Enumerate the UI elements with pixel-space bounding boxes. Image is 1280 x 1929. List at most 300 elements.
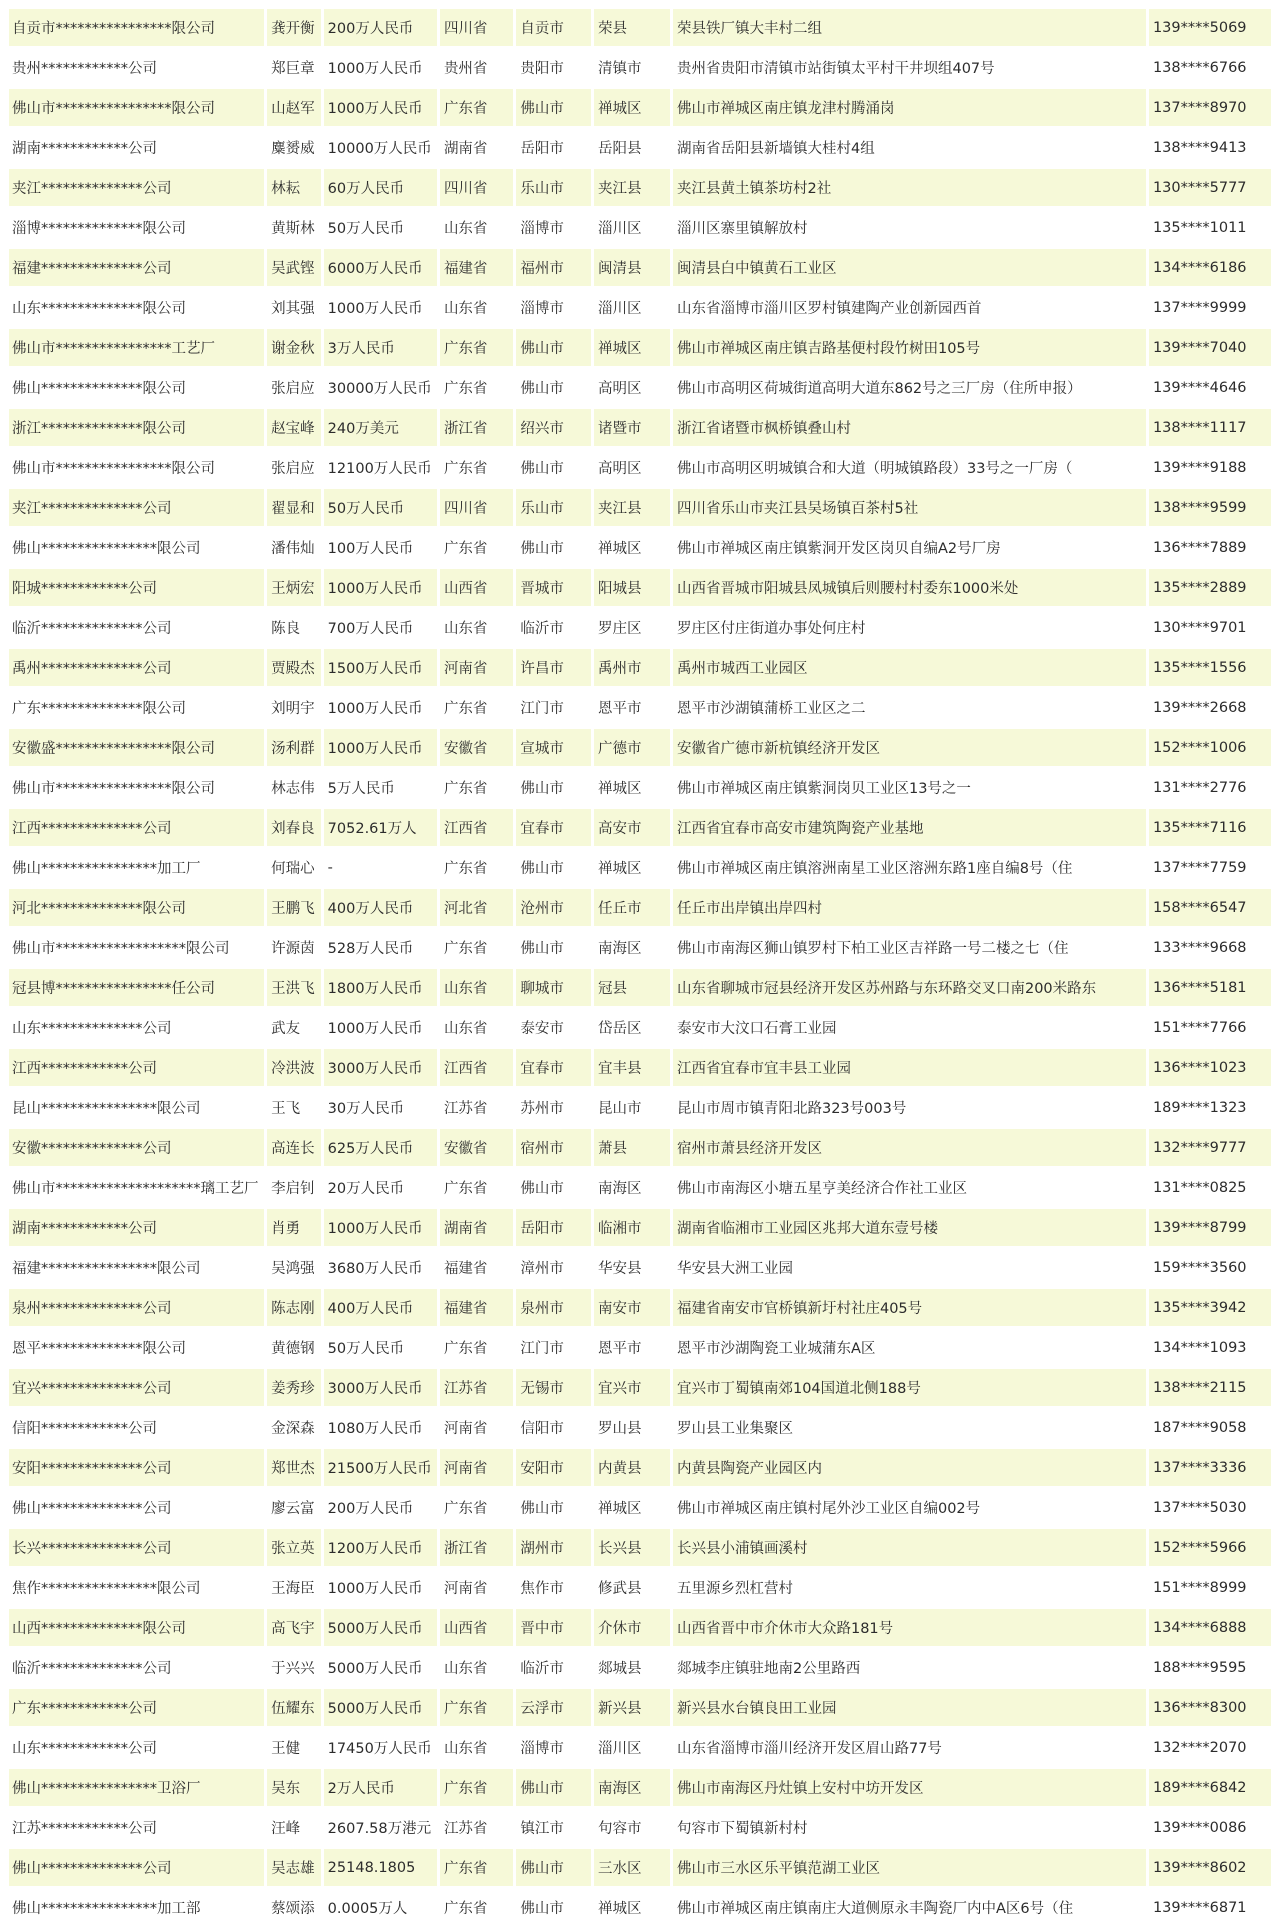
city-cell: 佛山市 — [516, 769, 591, 806]
company-name-cell: 淄博**************限公司 — [9, 209, 264, 246]
phone-cell: 136****8300 — [1149, 1689, 1271, 1726]
table-row — [9, 969, 1271, 1006]
district-cell: 介休市 — [594, 1609, 670, 1646]
registered-capital-cell: 400万人民币 — [324, 889, 437, 926]
address-cell: 夹江县黄土镇茶坊村2社 — [673, 169, 1146, 206]
legal-person-cell: 高飞宇 — [267, 1609, 321, 1646]
province-cell: 山东省 — [440, 1009, 513, 1046]
legal-person-cell: 于兴兴 — [267, 1649, 321, 1686]
registered-capital-cell: 400万人民币 — [324, 1289, 437, 1326]
city-cell: 淄博市 — [516, 209, 591, 246]
table-row — [9, 49, 1271, 86]
company-name-cell: 佛山市********************璃工艺厂 — [9, 1169, 264, 1206]
phone-cell: 135****1011 — [1149, 209, 1271, 246]
city-cell: 佛山市 — [516, 89, 591, 126]
city-cell: 佛山市 — [516, 329, 591, 366]
company-name-cell: 贵州************公司 — [9, 49, 264, 86]
province-cell: 广东省 — [440, 1489, 513, 1526]
district-cell: 宜丰县 — [594, 1049, 670, 1086]
legal-person-cell: 龚开衡 — [267, 9, 321, 46]
table-row — [9, 89, 1271, 126]
registered-capital-cell: 1000万人民币 — [324, 49, 437, 86]
table-row — [9, 1329, 1271, 1366]
table-row — [9, 729, 1271, 766]
company-name-cell: 佛山**************限公司 — [9, 369, 264, 406]
legal-person-cell: 王鹏飞 — [267, 889, 321, 926]
company-name-cell: 山东************公司 — [9, 1729, 264, 1766]
legal-person-cell: 谢金秋 — [267, 329, 321, 366]
company-name-cell: 冠县博****************任公司 — [9, 969, 264, 1006]
district-cell: 禅城区 — [594, 329, 670, 366]
province-cell: 江苏省 — [440, 1089, 513, 1126]
company-name-cell: 山东**************公司 — [9, 1009, 264, 1046]
city-cell: 沧州市 — [516, 889, 591, 926]
legal-person-cell: 武友 — [267, 1009, 321, 1046]
legal-person-cell: 肖勇 — [267, 1209, 321, 1246]
legal-person-cell: 冷洪波 — [267, 1049, 321, 1086]
province-cell: 河南省 — [440, 1409, 513, 1446]
legal-person-cell: 陈良 — [267, 609, 321, 646]
address-cell: 郯城李庄镇驻地南2公里路西 — [673, 1649, 1146, 1686]
legal-person-cell: 吴武铿 — [267, 249, 321, 286]
address-cell: 句容市下蜀镇新村村 — [673, 1809, 1146, 1846]
phone-cell: 139****0086 — [1149, 1809, 1271, 1846]
city-cell: 佛山市 — [516, 529, 591, 566]
company-name-cell: 佛山****************加工厂 — [9, 849, 264, 886]
phone-cell: 152****1006 — [1149, 729, 1271, 766]
legal-person-cell: 林耘 — [267, 169, 321, 206]
address-cell: 佛山市南海区小塘五星亨美经济合作社工业区 — [673, 1169, 1146, 1206]
address-cell: 山东省淄博市淄川经济开发区眉山路77号 — [673, 1729, 1146, 1766]
province-cell: 广东省 — [440, 1889, 513, 1926]
legal-person-cell: 刘其强 — [267, 289, 321, 326]
province-cell: 江西省 — [440, 1049, 513, 1086]
province-cell: 四川省 — [440, 489, 513, 526]
table-row — [9, 889, 1271, 926]
province-cell: 广东省 — [440, 1769, 513, 1806]
address-cell: 恩平市沙湖镇蒲桥工业区之二 — [673, 689, 1146, 726]
registered-capital-cell: 17450万人民币 — [324, 1729, 437, 1766]
company-name-cell: 恩平**************限公司 — [9, 1329, 264, 1366]
district-cell: 宜兴市 — [594, 1369, 670, 1406]
province-cell: 广东省 — [440, 689, 513, 726]
registered-capital-cell: 21500万人民币 — [324, 1449, 437, 1486]
company-name-cell: 佛山市****************限公司 — [9, 89, 264, 126]
company-name-cell: 佛山市******************限公司 — [9, 929, 264, 966]
table-row — [9, 249, 1271, 286]
district-cell: 禅城区 — [594, 1489, 670, 1526]
province-cell: 福建省 — [440, 1249, 513, 1286]
address-cell: 佛山市禅城区南庄镇南庄大道侧原永丰陶瓷厂内中A区6号（住 — [673, 1889, 1146, 1926]
city-cell: 泉州市 — [516, 1289, 591, 1326]
address-cell: 佛山市高明区明城镇合和大道（明城镇路段）33号之一厂房（ — [673, 449, 1146, 486]
address-cell: 长兴县小浦镇画溪村 — [673, 1529, 1146, 1566]
province-cell: 广东省 — [440, 1169, 513, 1206]
district-cell: 闽清县 — [594, 249, 670, 286]
registered-capital-cell: 0.0005万人 — [324, 1889, 437, 1926]
district-cell: 南安市 — [594, 1289, 670, 1326]
address-cell: 福建省南安市官桥镇新圩村社庄405号 — [673, 1289, 1146, 1326]
district-cell: 禅城区 — [594, 849, 670, 886]
legal-person-cell: 高连长 — [267, 1129, 321, 1166]
table-row — [9, 1449, 1271, 1486]
registered-capital-cell: 1000万人民币 — [324, 1569, 437, 1606]
phone-cell: 139****9188 — [1149, 449, 1271, 486]
address-cell: 宜兴市丁蜀镇南郊104国道北侧188号 — [673, 1369, 1146, 1406]
district-cell: 任丘市 — [594, 889, 670, 926]
address-cell: 佛山市南海区狮山镇罗村下柏工业区吉祥路一号二楼之七（住 — [673, 929, 1146, 966]
phone-cell: 137****3336 — [1149, 1449, 1271, 1486]
province-cell: 广东省 — [440, 369, 513, 406]
table-row — [9, 449, 1271, 486]
table-row — [9, 569, 1271, 606]
phone-cell: 137****7759 — [1149, 849, 1271, 886]
city-cell: 佛山市 — [516, 1769, 591, 1806]
district-cell: 高明区 — [594, 449, 670, 486]
district-cell: 南海区 — [594, 1769, 670, 1806]
company-name-cell: 广东************公司 — [9, 1689, 264, 1726]
company-name-cell: 安徽**************公司 — [9, 1129, 264, 1166]
phone-cell: 135****7116 — [1149, 809, 1271, 846]
province-cell: 湖南省 — [440, 1209, 513, 1246]
company-name-cell: 临沂**************公司 — [9, 609, 264, 646]
province-cell: 湖南省 — [440, 129, 513, 166]
table-row — [9, 1209, 1271, 1246]
phone-cell: 137****8970 — [1149, 89, 1271, 126]
address-cell: 闽清县白中镇黄石工业区 — [673, 249, 1146, 286]
address-cell: 任丘市出岸镇出岸四村 — [673, 889, 1146, 926]
legal-person-cell: 潘伟灿 — [267, 529, 321, 566]
phone-cell: 151****7766 — [1149, 1009, 1271, 1046]
company-name-cell: 江西**************公司 — [9, 809, 264, 846]
address-cell: 昆山市周市镇青阳北路323号003号 — [673, 1089, 1146, 1126]
province-cell: 广东省 — [440, 529, 513, 566]
phone-cell: 135****3942 — [1149, 1289, 1271, 1326]
phone-cell: 134****1093 — [1149, 1329, 1271, 1366]
registered-capital-cell: 60万人民币 — [324, 169, 437, 206]
registered-capital-cell: 50万人民币 — [324, 1329, 437, 1366]
company-name-cell: 佛山**************公司 — [9, 1849, 264, 1886]
city-cell: 佛山市 — [516, 849, 591, 886]
company-name-cell: 信阳************公司 — [9, 1409, 264, 1446]
province-cell: 广东省 — [440, 849, 513, 886]
district-cell: 临湘市 — [594, 1209, 670, 1246]
company-name-cell: 夹江**************公司 — [9, 489, 264, 526]
company-name-cell: 佛山****************卫浴厂 — [9, 1769, 264, 1806]
city-cell: 宣城市 — [516, 729, 591, 766]
city-cell: 湖州市 — [516, 1529, 591, 1566]
phone-cell: 132****2070 — [1149, 1729, 1271, 1766]
district-cell: 新兴县 — [594, 1689, 670, 1726]
address-cell: 荣县铁厂镇大丰村二组 — [673, 9, 1146, 46]
district-cell: 昆山市 — [594, 1089, 670, 1126]
address-cell: 佛山市禅城区南庄镇吉路基便村段竹树田105号 — [673, 329, 1146, 366]
province-cell: 江西省 — [440, 809, 513, 846]
city-cell: 江门市 — [516, 689, 591, 726]
legal-person-cell: 汪峰 — [267, 1809, 321, 1846]
table-row — [9, 409, 1271, 446]
city-cell: 安阳市 — [516, 1449, 591, 1486]
company-name-cell: 山西**************限公司 — [9, 1609, 264, 1646]
legal-person-cell: 赵宝峰 — [267, 409, 321, 446]
company-name-cell: 湖南************公司 — [9, 1209, 264, 1246]
registered-capital-cell: 25148.1805 — [324, 1849, 437, 1886]
district-cell: 南海区 — [594, 1169, 670, 1206]
company-name-cell: 湖南************公司 — [9, 129, 264, 166]
legal-person-cell: 黄斯林 — [267, 209, 321, 246]
registered-capital-cell: 5000万人民币 — [324, 1649, 437, 1686]
registered-capital-cell: 3000万人民币 — [324, 1369, 437, 1406]
city-cell: 佛山市 — [516, 1889, 591, 1926]
company-name-cell: 焦作****************限公司 — [9, 1569, 264, 1606]
registered-capital-cell: 200万人民币 — [324, 9, 437, 46]
district-cell: 禅城区 — [594, 89, 670, 126]
registered-capital-cell: 1000万人民币 — [324, 569, 437, 606]
district-cell: 罗庄区 — [594, 609, 670, 646]
company-name-cell: 佛山市****************限公司 — [9, 769, 264, 806]
legal-person-cell: 吴志雄 — [267, 1849, 321, 1886]
address-cell: 安徽省广德市新杭镇经济开发区 — [673, 729, 1146, 766]
legal-person-cell: 翟显和 — [267, 489, 321, 526]
province-cell: 广东省 — [440, 329, 513, 366]
phone-cell: 132****9777 — [1149, 1129, 1271, 1166]
province-cell: 广东省 — [440, 929, 513, 966]
phone-cell: 136****7889 — [1149, 529, 1271, 566]
city-cell: 自贡市 — [516, 9, 591, 46]
district-cell: 禹州市 — [594, 649, 670, 686]
province-cell: 山东省 — [440, 609, 513, 646]
city-cell: 淄博市 — [516, 1729, 591, 1766]
legal-person-cell: 王洪飞 — [267, 969, 321, 1006]
legal-person-cell: 吴鸿强 — [267, 1249, 321, 1286]
address-cell: 罗庄区付庄街道办事处何庄村 — [673, 609, 1146, 646]
address-cell: 五里源乡烈杠营村 — [673, 1569, 1146, 1606]
province-cell: 河南省 — [440, 1449, 513, 1486]
province-cell: 广东省 — [440, 89, 513, 126]
province-cell: 浙江省 — [440, 1529, 513, 1566]
phone-cell: 151****8999 — [1149, 1569, 1271, 1606]
address-cell: 禹州市城西工业园区 — [673, 649, 1146, 686]
legal-person-cell: 林志伟 — [267, 769, 321, 806]
table-row — [9, 1729, 1271, 1766]
phone-cell: 137****9999 — [1149, 289, 1271, 326]
city-cell: 佛山市 — [516, 369, 591, 406]
province-cell: 福建省 — [440, 1289, 513, 1326]
city-cell: 宜春市 — [516, 809, 591, 846]
city-cell: 焦作市 — [516, 1569, 591, 1606]
registered-capital-cell: 1000万人民币 — [324, 1209, 437, 1246]
company-name-cell: 佛山****************限公司 — [9, 529, 264, 566]
district-cell: 萧县 — [594, 1129, 670, 1166]
legal-person-cell: 张启应 — [267, 369, 321, 406]
table-row — [9, 1809, 1271, 1846]
district-cell: 华安县 — [594, 1249, 670, 1286]
company-table-sheet — [6, 6, 1274, 1929]
province-cell: 山西省 — [440, 569, 513, 606]
address-cell: 四川省乐山市夹江县吴场镇百茶村5社 — [673, 489, 1146, 526]
city-cell: 临沂市 — [516, 1649, 591, 1686]
registered-capital-cell: 1080万人民币 — [324, 1409, 437, 1446]
phone-cell: 131****2776 — [1149, 769, 1271, 806]
table-row — [9, 809, 1271, 846]
district-cell: 淄川区 — [594, 1729, 670, 1766]
company-name-cell: 自贡市****************限公司 — [9, 9, 264, 46]
district-cell: 郯城县 — [594, 1649, 670, 1686]
company-table — [6, 6, 1274, 1929]
registered-capital-cell: 100万人民币 — [324, 529, 437, 566]
legal-person-cell: 张启应 — [267, 449, 321, 486]
phone-cell: 136****5181 — [1149, 969, 1271, 1006]
legal-person-cell: 郑世杰 — [267, 1449, 321, 1486]
company-name-cell: 广东**************限公司 — [9, 689, 264, 726]
table-row — [9, 169, 1271, 206]
legal-person-cell: 姜秀珍 — [267, 1369, 321, 1406]
registered-capital-cell: 50万人民币 — [324, 489, 437, 526]
district-cell: 阳城县 — [594, 569, 670, 606]
phone-cell: 139****7040 — [1149, 329, 1271, 366]
province-cell: 江苏省 — [440, 1369, 513, 1406]
legal-person-cell: 贾殿杰 — [267, 649, 321, 686]
registered-capital-cell: 30万人民币 — [324, 1089, 437, 1126]
province-cell: 安徽省 — [440, 729, 513, 766]
table-row — [9, 849, 1271, 886]
province-cell: 广东省 — [440, 449, 513, 486]
province-cell: 四川省 — [440, 169, 513, 206]
address-cell: 湖南省岳阳县新墙镇大桂村4组 — [673, 129, 1146, 166]
table-row — [9, 1769, 1271, 1806]
district-cell: 荣县 — [594, 9, 670, 46]
province-cell: 山东省 — [440, 209, 513, 246]
address-cell: 江西省宜春市宜丰县工业园 — [673, 1049, 1146, 1086]
legal-person-cell: 麋赟威 — [267, 129, 321, 166]
phone-cell: 130****9701 — [1149, 609, 1271, 646]
company-name-cell: 昆山****************限公司 — [9, 1089, 264, 1126]
company-name-cell: 浙江**************限公司 — [9, 409, 264, 446]
table-row — [9, 649, 1271, 686]
company-name-cell: 阳城************公司 — [9, 569, 264, 606]
province-cell: 广东省 — [440, 1689, 513, 1726]
registered-capital-cell: 10000万人民币 — [324, 129, 437, 166]
city-cell: 漳州市 — [516, 1249, 591, 1286]
company-name-cell: 长兴**************公司 — [9, 1529, 264, 1566]
table-row — [9, 1249, 1271, 1286]
table-row — [9, 1609, 1271, 1646]
address-cell: 宿州市萧县经济开发区 — [673, 1129, 1146, 1166]
district-cell: 广德市 — [594, 729, 670, 766]
city-cell: 岳阳市 — [516, 129, 591, 166]
registered-capital-cell: 240万美元 — [324, 409, 437, 446]
registered-capital-cell: 1800万人民币 — [324, 969, 437, 1006]
registered-capital-cell: 5万人民币 — [324, 769, 437, 806]
legal-person-cell: 张立英 — [267, 1529, 321, 1566]
district-cell: 禅城区 — [594, 769, 670, 806]
district-cell: 冠县 — [594, 969, 670, 1006]
legal-person-cell: 王海臣 — [267, 1569, 321, 1606]
legal-person-cell: 李启钊 — [267, 1169, 321, 1206]
legal-person-cell: 陈志刚 — [267, 1289, 321, 1326]
legal-person-cell: 蔡颂添 — [267, 1889, 321, 1926]
phone-cell: 139****8799 — [1149, 1209, 1271, 1246]
table-row — [9, 529, 1271, 566]
registered-capital-cell: - — [324, 849, 437, 886]
phone-cell: 134****6186 — [1149, 249, 1271, 286]
company-name-cell: 安徽盛****************限公司 — [9, 729, 264, 766]
table-row — [9, 1889, 1271, 1926]
registered-capital-cell: 3000万人民币 — [324, 1049, 437, 1086]
district-cell: 岱岳区 — [594, 1009, 670, 1046]
table-row — [9, 129, 1271, 166]
phone-cell: 152****5966 — [1149, 1529, 1271, 1566]
table-row — [9, 489, 1271, 526]
company-name-cell: 临沂**************公司 — [9, 1649, 264, 1686]
address-cell: 罗山县工业集聚区 — [673, 1409, 1146, 1446]
table-row — [9, 1849, 1271, 1886]
company-name-cell: 夹江**************公司 — [9, 169, 264, 206]
address-cell: 佛山市高明区荷城街道高明大道东862号之三厂房（住所申报） — [673, 369, 1146, 406]
district-cell: 内黄县 — [594, 1449, 670, 1486]
city-cell: 佛山市 — [516, 449, 591, 486]
registered-capital-cell: 1000万人民币 — [324, 89, 437, 126]
registered-capital-cell: 700万人民币 — [324, 609, 437, 646]
address-cell: 山西省晋城市阳城县凤城镇后则腰村村委东1000米处 — [673, 569, 1146, 606]
phone-cell: 133****9668 — [1149, 929, 1271, 966]
phone-cell: 138****1117 — [1149, 409, 1271, 446]
city-cell: 苏州市 — [516, 1089, 591, 1126]
company-name-cell: 江苏************公司 — [9, 1809, 264, 1846]
district-cell: 三水区 — [594, 1849, 670, 1886]
phone-cell: 139****6871 — [1149, 1889, 1271, 1926]
phone-cell: 138****9413 — [1149, 129, 1271, 166]
table-row — [9, 1489, 1271, 1526]
phone-cell: 135****2889 — [1149, 569, 1271, 606]
city-cell: 淄博市 — [516, 289, 591, 326]
legal-person-cell: 王飞 — [267, 1089, 321, 1126]
registered-capital-cell: 2万人民币 — [324, 1769, 437, 1806]
registered-capital-cell: 200万人民币 — [324, 1489, 437, 1526]
city-cell: 乐山市 — [516, 169, 591, 206]
registered-capital-cell: 50万人民币 — [324, 209, 437, 246]
address-cell: 湖南省临湘市工业园区兆邦大道东壹号楼 — [673, 1209, 1146, 1246]
address-cell: 佛山市禅城区南庄镇紫洞岗贝工业区13号之一 — [673, 769, 1146, 806]
province-cell: 山东省 — [440, 289, 513, 326]
city-cell: 镇江市 — [516, 1809, 591, 1846]
company-name-cell: 福建****************限公司 — [9, 1249, 264, 1286]
district-cell: 淄川区 — [594, 209, 670, 246]
table-row — [9, 329, 1271, 366]
district-cell: 淄川区 — [594, 289, 670, 326]
legal-person-cell: 王炳宏 — [267, 569, 321, 606]
address-cell: 山东省聊城市冠县经济开发区苏州路与东环路交叉口南200米路东 — [673, 969, 1146, 1006]
company-name-cell: 安阳**************公司 — [9, 1449, 264, 1486]
registered-capital-cell: 5000万人民币 — [324, 1689, 437, 1726]
province-cell: 广东省 — [440, 769, 513, 806]
phone-cell: 139****8602 — [1149, 1849, 1271, 1886]
table-row — [9, 1089, 1271, 1126]
district-cell: 恩平市 — [594, 1329, 670, 1366]
table-row — [9, 1649, 1271, 1686]
phone-cell: 159****3560 — [1149, 1249, 1271, 1286]
table-row — [9, 1169, 1271, 1206]
city-cell: 聊城市 — [516, 969, 591, 1006]
city-cell: 江门市 — [516, 1329, 591, 1366]
table-row — [9, 1009, 1271, 1046]
registered-capital-cell: 6000万人民币 — [324, 249, 437, 286]
province-cell: 广东省 — [440, 1849, 513, 1886]
district-cell: 长兴县 — [594, 1529, 670, 1566]
legal-person-cell: 金深森 — [267, 1409, 321, 1446]
table-row — [9, 1129, 1271, 1166]
table-row — [9, 1689, 1271, 1726]
